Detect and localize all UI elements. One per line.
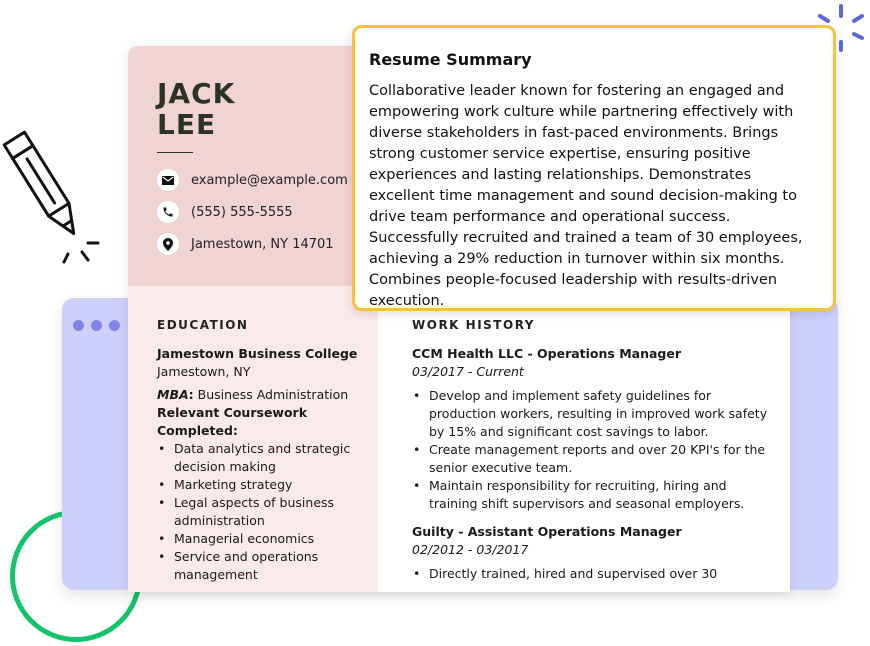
pencil-icon: [0, 128, 104, 270]
work-history-title: WORK HISTORY: [412, 318, 535, 332]
job-dates: 03/2017 - Current: [412, 364, 524, 379]
email-text: example@example.com: [191, 172, 348, 188]
email-icon: [157, 169, 179, 191]
summary-title: Resume Summary: [369, 50, 532, 69]
window-dot: [109, 320, 120, 331]
contact-email-row: [157, 169, 348, 191]
location-pin-icon: [157, 233, 179, 255]
education-title: EDUCATION: [157, 318, 249, 332]
summary-text: Collaborative leader known for fostering an engaged and empowering work culture while partnering effectively with diverse stakeholders in fast-paced environments. Brings strong customer service expertise, ensuring positive experiences and lasting relationships. Demonstrates excellent time management and sound decision-making to drive team performance and operational success. Successfully recruited and trained a team of 30 employees, achieving a 29% reduction in turnover within six months. Combines people-focused leadership with results-driven execution.: [369, 83, 803, 309]
school-location: Jamestown, NY: [157, 364, 251, 379]
list-item: • Data analytics and strategic decision making: [157, 440, 362, 476]
education-section: [157, 318, 362, 584]
coursework-label: Relevant Coursework Completed:: [157, 405, 308, 438]
candidate-name: [157, 78, 235, 140]
phone-text: (555) 555-5555: [191, 204, 293, 220]
school-name: Jamestown Business College: [157, 346, 358, 361]
window-control-dots: [73, 316, 127, 335]
job-dates: 02/2012 - 03/2017: [412, 542, 529, 557]
list-item: • Create management reports and over 20 KPI's for the senior executive team.: [412, 441, 768, 477]
window-dot: [73, 320, 84, 331]
contact-location-row: [157, 233, 334, 255]
list-item: • Managerial economics: [157, 530, 362, 548]
window-dot: [91, 320, 102, 331]
course-list: [157, 440, 362, 584]
resume-summary-card: [352, 25, 836, 311]
list-item: • Directly trained, hired and supervised over 30: [412, 565, 768, 583]
job-heading: Guilty - Assistant Operations Manager: [412, 524, 682, 539]
job-bullet-list: [412, 387, 768, 513]
location-text: Jamestown, NY 14701: [191, 236, 334, 252]
degree-field: Business Administration: [193, 387, 349, 402]
phone-icon: [157, 201, 179, 223]
name-divider: [157, 152, 193, 153]
list-item: • Legal aspects of business administration: [157, 494, 362, 530]
contact-phone-row: [157, 201, 293, 223]
degree-line: [157, 386, 362, 404]
list-item: • Service and operations management: [157, 548, 362, 584]
work-history-section: [412, 318, 768, 583]
list-item: • Maintain responsibility for recruiting, hiring and training shift supervisors and seasonal employers.: [412, 477, 768, 513]
job-heading: CCM Health LLC - Operations Manager: [412, 346, 682, 361]
job-bullet-list: [412, 565, 768, 583]
list-item: • Marketing strategy: [157, 476, 362, 494]
degree-label: MBA: [157, 387, 189, 402]
degree-separator: :: [188, 387, 194, 402]
last-name: LEE: [157, 108, 217, 141]
list-item: • Develop and implement safety guidelines for production workers, resulting in improved work safety by 15% and significant cost savings to labor.: [412, 387, 768, 441]
first-name: JACK: [157, 77, 236, 110]
